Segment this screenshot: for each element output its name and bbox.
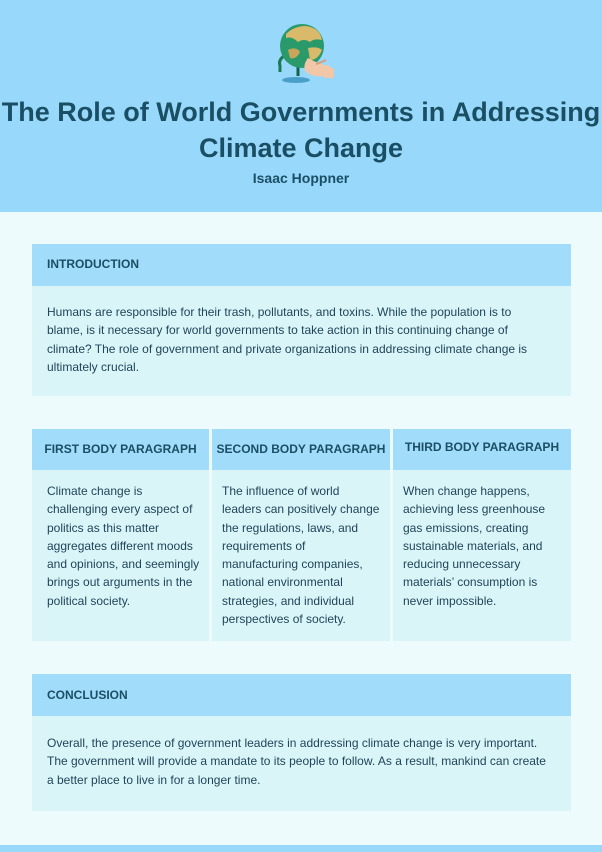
introduction-heading: INTRODUCTION: [47, 257, 139, 271]
page-title: The Role of World Governments in Addressing Climate Change: [1, 97, 601, 163]
introduction-text: Humans are responsible for their trash, pollutants, and toxins. While the population is to blame, is it necessary for world governments to take action in this continuing change of climate? The role of government and private organizations in addressing climate change is ultimately crucial.: [47, 305, 528, 374]
third-body-heading: THIRD BODY PARAGRAPH: [404, 440, 560, 454]
first-body-heading-box: [32, 429, 209, 470]
second-body-text: The influence of world leaders can positively change the regulations, laws, and requirements of manufacturing companies, national environmental strategies, and individual perspectives of society.: [222, 484, 380, 627]
first-body-text: Climate change is challenging every aspect of politics as this matter aggregates different moods and opinions, and seemingly brings out arguments in the political society.: [47, 484, 200, 608]
first-body-heading: FIRST BODY PARAGRAPH: [44, 442, 197, 456]
conclusion-heading-box: [32, 674, 571, 716]
introduction-body-box: [32, 286, 571, 396]
globe-melting-in-hand-icon: [270, 20, 336, 88]
introduction-heading-box: [32, 244, 571, 286]
conclusion-text: Overall, the presence of government leaders in addressing climate change is very important. The government will provide a mandate to its people to follow. As a result, mankind can create a better place to live in for a longer time.: [47, 736, 546, 787]
conclusion-body-box: [32, 716, 571, 811]
second-body-box: [212, 470, 390, 641]
footer-bar: [0, 845, 602, 852]
conclusion-heading: CONCLUSION: [47, 688, 128, 702]
second-body-heading-box: [212, 429, 390, 470]
header-banner: [0, 0, 602, 212]
third-body-box: [393, 470, 571, 641]
third-body-heading-box: [393, 429, 571, 470]
third-body-text: When change happens, achieving less greenhouse gas emissions, creating sustainable materials, and reducing unnecessary materials’ consumption is never impossible.: [403, 484, 546, 608]
second-body-heading: SECOND BODY PARAGRAPH: [216, 442, 386, 456]
author-name: Isaac Hoppner: [252, 170, 350, 186]
first-body-box: [32, 470, 209, 641]
